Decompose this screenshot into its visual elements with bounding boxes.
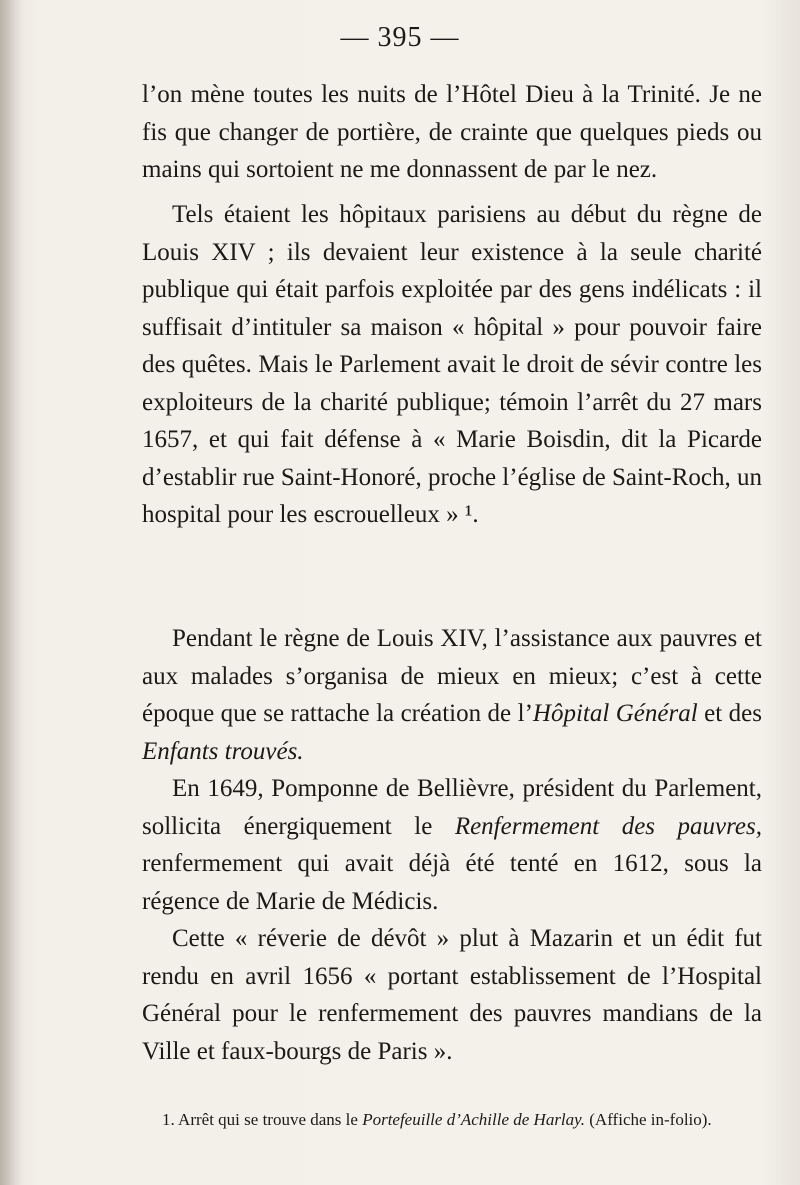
paragraph-continuation: l’on mène toutes les nuits de l’Hôtel Dieu à la Trinité. Je ne fis que changer de portière, de crainte que quelques pieds ou mains qui sortoient ne me donnassent de par le nez. <box>142 81 762 183</box>
footnote-text <box>142 1108 762 1132</box>
footnote-part: (Affiche in-folio). <box>585 1110 712 1129</box>
paragraph-text: renfermement qui avait déjà été tenté en 1612, sous la régence de Marie de Médicis. <box>142 850 762 915</box>
paragraph-text: et des <box>697 700 762 727</box>
page-number: — 395 — <box>340 22 460 53</box>
text-block-lower <box>142 620 762 1070</box>
italic-term: Renfermement des pauvres, <box>454 812 763 840</box>
paragraph-1649 <box>142 770 762 920</box>
paragraph-text: Pendant le règne de Louis XIV, l’assistance aux pauvres et aux malades s’organisa de mieux en mieux; c’est à cette époque que se rattache la création de l’ <box>142 625 762 727</box>
text-block-top <box>142 76 762 189</box>
paragraph-hopitaux: Tels étaient les hôpitaux parisiens au début du règne de Louis XIV ; ils devaient leur existence à la seule charité publique qui était parfois exploitée par des gens indélicats : il suffisait d’intituler sa maison « hôpital » pour pouvoir faire des quêtes. Mais le Parlement avait le droit de sévir contre les exploiteurs de la charité publique; témoin l’arrêt du 27 mars 1657, et qui fait défense à « Marie Boisdin, dit la Picarde d’establir rue Saint-Honoré, proche l’église de Saint-Roch, un hospital pour les escrouelleux » ¹. <box>142 201 762 528</box>
binding-shadow <box>0 0 22 1185</box>
italic-term: Hôpital Général <box>532 700 698 727</box>
paragraph-text: En 1649, Pomponne de Bellièvre, président du Parlement, sollicita énergiquement le <box>142 775 762 840</box>
text-block-middle <box>142 196 762 534</box>
footnote <box>142 1108 762 1132</box>
italic-term: Enfants trouvés. <box>142 737 304 765</box>
footnote-italic: Portefeuille d’Achille de Harlay. <box>362 1110 586 1129</box>
paragraph-louis-xiv <box>142 620 762 770</box>
footnote-part: 1. Arrêt qui se trouve dans le <box>162 1110 363 1129</box>
paragraph-mazarin: Cette « réverie de dévôt » plut à Mazarin et un édit fut rendu en avril 1656 « portant establissement de l’Hospital Général pour le renfermement des pauvres mandians de la Ville et faux-bourgs de Paris ». <box>142 925 762 1065</box>
